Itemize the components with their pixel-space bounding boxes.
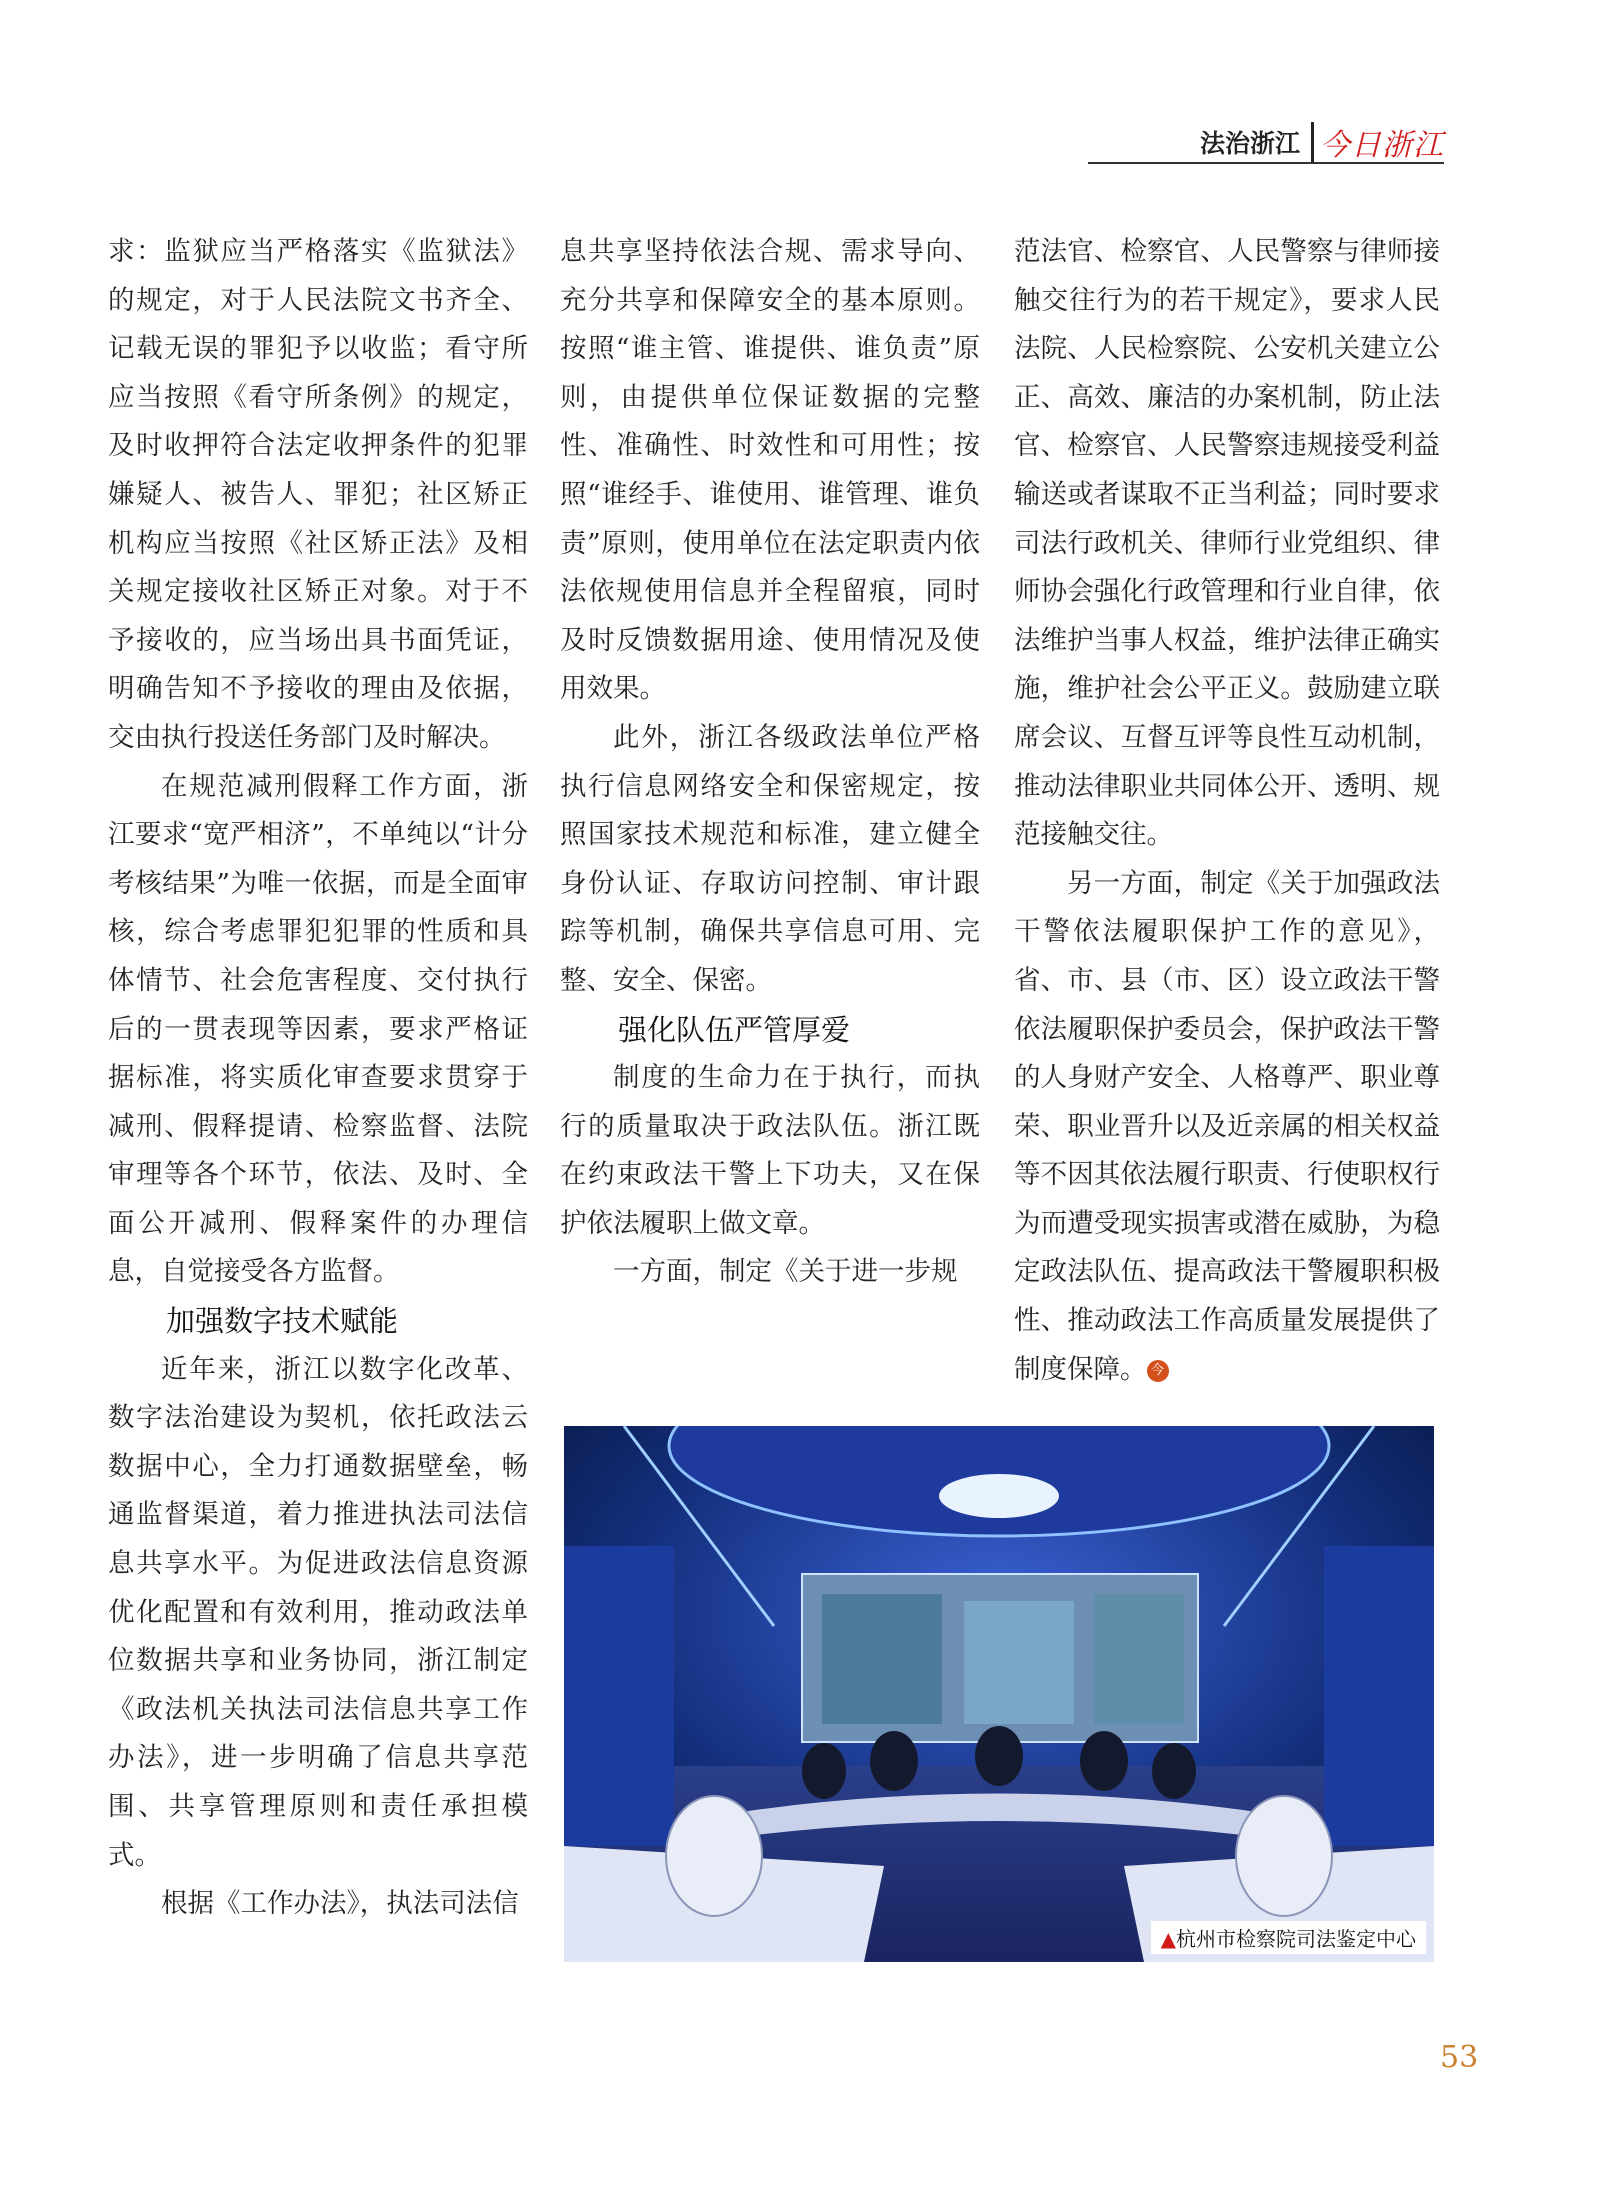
section-heading: 加强数字技术赋能 <box>166 1304 399 1339</box>
paragraph: 息共享坚持依法合规、需求导向、充分共享和保障安全的基本原则。按照“谁主管、谁提供、谁负责”原则，由提供单位保证数据的完整性、准确性、时效性和可用性；按照“谁经手、谁使用、谁管理、谁负责”原则，使用单位在法定职责内依法依规使用信息并全程留痕，同时及时反馈数据用途、使用情况及使用效果。 <box>560 236 980 705</box>
end-mark-icon: 今 <box>1147 1360 1169 1382</box>
page-number: 53 <box>1440 2040 1479 2075</box>
paragraph: 求：监狱应当严格落实《监狱法》的规定，对于人民法院文书齐全、记载无误的罪犯予以收监；看守所应当按照《看守所条例》的规定，及时收押符合法定收押条件的犯罪嫌疑人、被告人、罪犯；社区矫正机构应当按照《社区矫正法》及相关规定接收社区矫正对象。对于不予接收的，应当场出具书面凭证，明确告知不予接收的理由及依据，交由执行投送任务部门及时解决。 <box>108 236 528 753</box>
running-header <box>1088 118 1444 164</box>
header-divider <box>1311 122 1314 162</box>
column-3 <box>1014 228 1440 1394</box>
paragraph: 根据《工作办法》，执法司法信 <box>161 1888 519 1920</box>
paragraph <box>1014 860 1440 1395</box>
paragraph: 此外，浙江各级政法单位严格执行信息网络安全和保密规定，按照国家技术规范和标准，建立健全身份认证、存取访问控制、审计跟踪等机制，确保共享信息可用、完整、安全、保密。 <box>560 721 980 996</box>
paragraph-text: 另一方面，制定《关于加强政法干警依法履职保护工作的意见》，省、市、县（市、区）设立政法干警依法履职保护委员会，保护政法干警的人身财产安全、人格尊严、职业尊荣、职业晋升以及近亲属的相关权益等不因其依法履行职责、行使职权行为而遭受现实损害或潜在威胁，为稳定政法队伍、提高政法干警履职积极性、推动政法工作高质量发展提供了制度保障。 <box>1014 867 1440 1385</box>
paragraph: 在规范减刑假释工作方面，浙江要求“宽严相济”，不单纯以“计分考核结果”为唯一依据，而是全面审核，综合考虑罪犯犯罪的性质和具体情节、社会危害程度、交付执行后的一贯表现等因素，要求严格证据标准，将实质化审查要求贯穿于减刑、假释提请、检察监督、法院审理等各个环节，依法、及时、全面公开减刑、假释案件的办理信息，自觉接受各方监督。 <box>108 770 528 1288</box>
column-1 <box>108 228 528 1929</box>
control-room-photo <box>564 1426 1434 1962</box>
photo-illustration <box>564 1426 1434 1962</box>
paragraph: 一方面，制定《关于进一步规 <box>613 1256 958 1288</box>
caption-triangle-icon: ▲ <box>1160 1927 1176 1951</box>
paragraph: 范法官、检察官、人民警察与律师接触交往行为的若干规定》，要求人民法院、人民检察院、公安机关建立公正、高效、廉洁的办案机制，防止法官、检察官、人民警察违规接受利益输送或者谋取不正当利益；同时要求司法行政机关、律师行业党组织、律师协会强化行政管理和行业自律，依法维护当事人权益，维护法律正确实施，维护社会公平正义。鼓励建立联席会议、互督互评等良性互动机制，推动法律职业共同体公开、透明、规范接触交往。 <box>1014 236 1440 851</box>
magazine-logo: 今日浙江 <box>1320 128 1444 163</box>
caption-text: 杭州市检察院司法鉴定中心 <box>1176 1927 1416 1951</box>
paragraph: 制度的生命力在于执行，而执行的质量取决于政法队伍。浙江既在约束政法干警上下功夫，又在保护依法履职上做文章。 <box>560 1062 980 1239</box>
section-heading: 强化队伍严管厚爱 <box>618 1012 851 1047</box>
column-2 <box>560 228 980 1297</box>
section-title: 法治浙江 <box>1199 129 1300 158</box>
photo-caption <box>1151 1921 1426 1954</box>
paragraph: 近年来，浙江以数字化改革、数字法治建设为契机，依托政法云数据中心，全力打通数据壁垒，畅通监督渠道，着力推进执法司法信息共享水平。为促进政法信息资源优化配置和有效利用，推动政法单位数据共享和业务协同，浙江制定《政法机关执法司法信息共享工作办法》，进一步明确了信息共享范围、共享管理原则和责任承担模式。 <box>108 1353 528 1871</box>
